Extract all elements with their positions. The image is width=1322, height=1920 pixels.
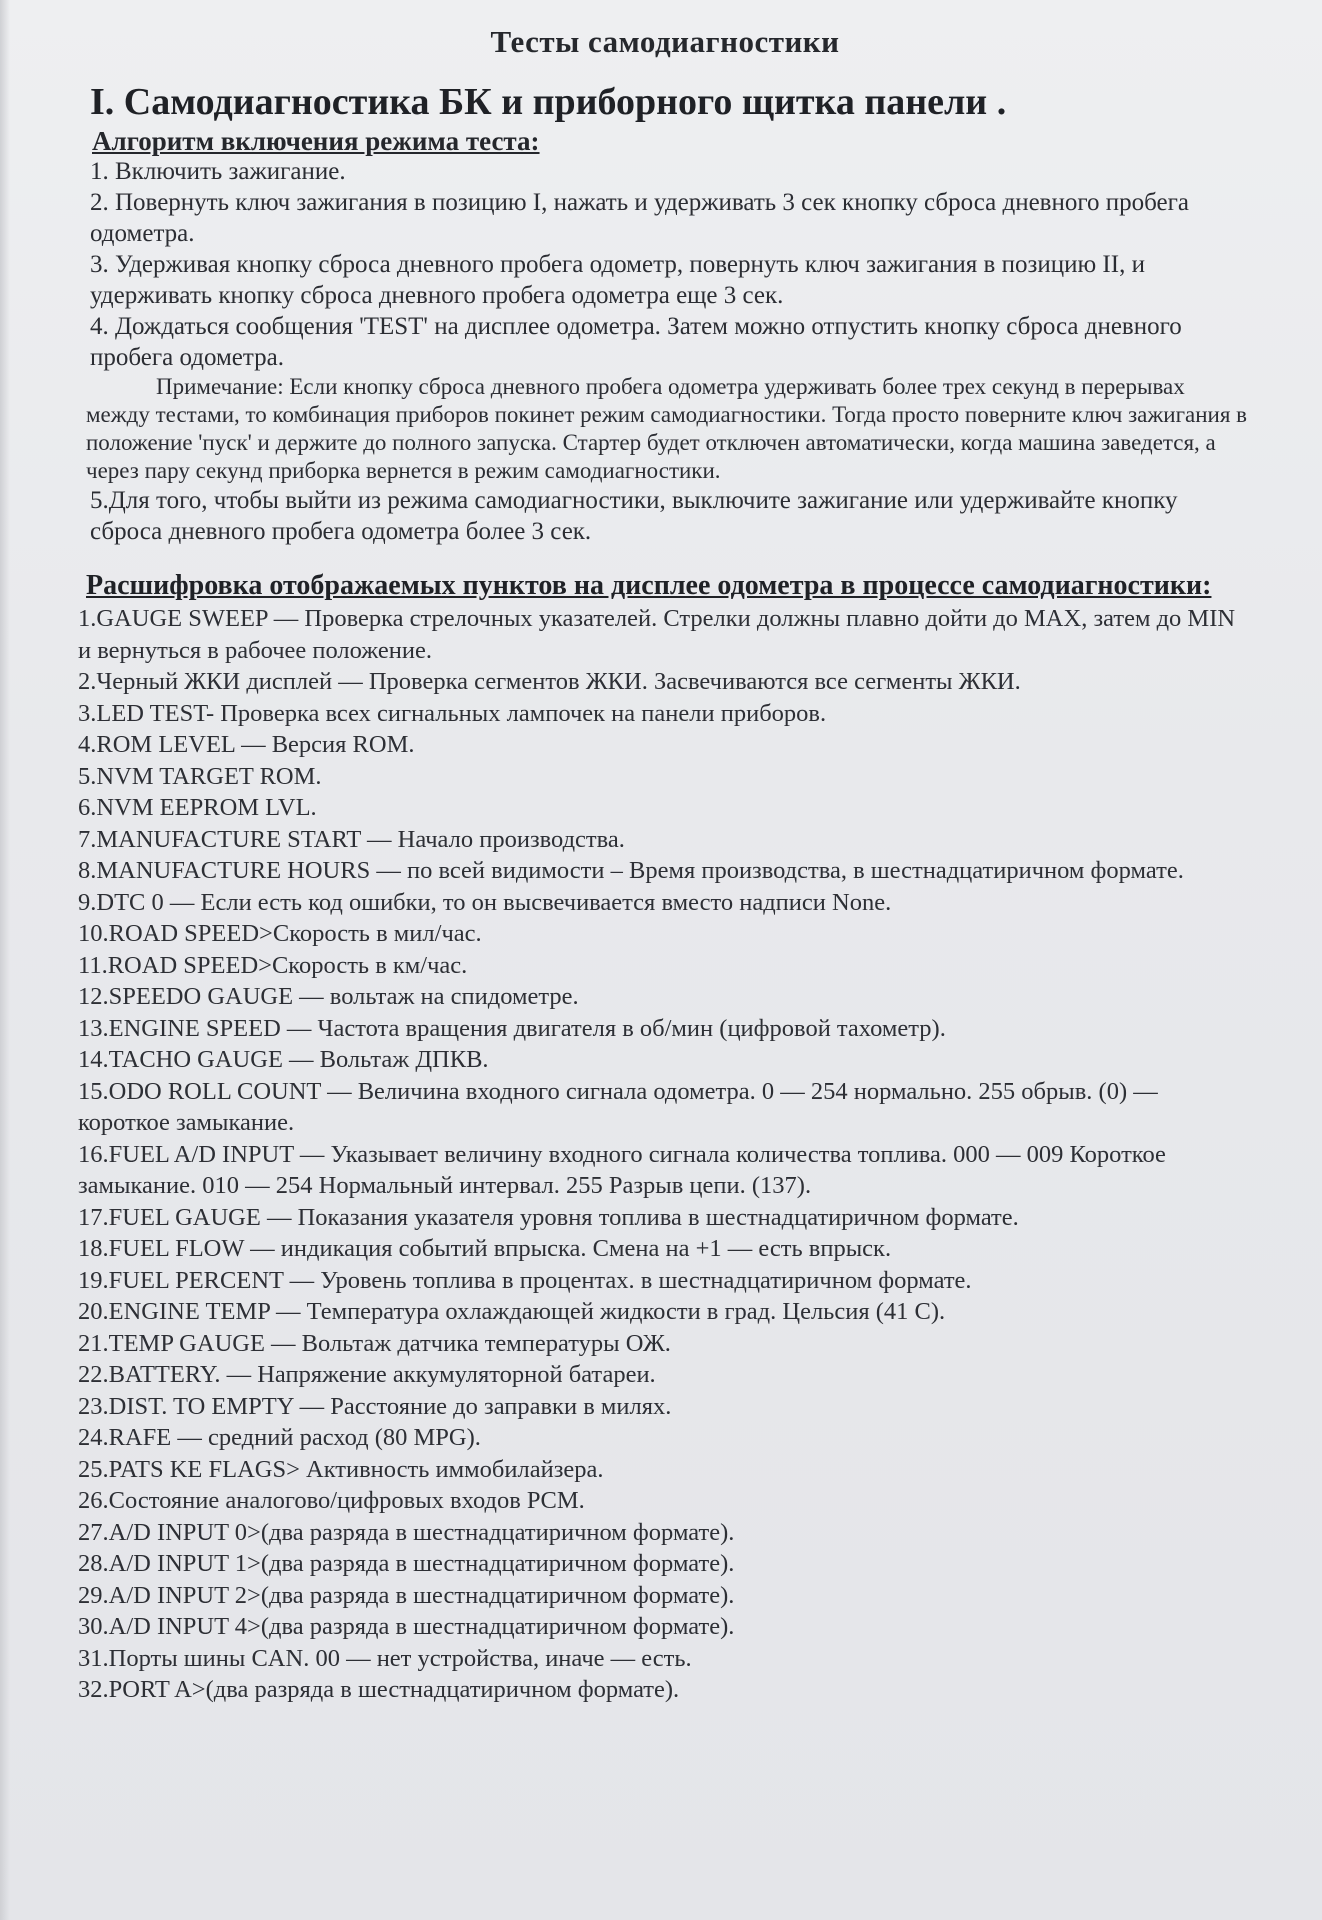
decode-item-15: 15.ODO ROLL COUNT — Величина входного сигнала одометра. 0 — 254 нормально. 255 обрыв. (0) — короткое замыкание. (78, 1077, 1158, 1136)
decode-item-22: 22.BATTERY. — Напряжение аккумуляторной батареи. (78, 1361, 656, 1388)
decode-item-10: 10.ROAD SPEED>Скорость в мил/час. (78, 920, 482, 947)
note-paragraph: Примечание: Если кнопку сброса дневного пробега одометра удерживать более трех секунд в перерывах между тестами, то комбинация приборов покинет режим самодиагностики. Тогда просто поверните ключ зажигания в положение 'пуск' и держите до полного запуска. Стартер будет отключен автоматически, когда машина заведется, а через пару секунд приборка вернется в режим самодиагностики. (86, 374, 1248, 483)
decode-item-4: 4.ROM LEVEL — Версия ROM. (78, 731, 415, 758)
decode-item-8: 8.MANUFACTURE HOURS — по всей видимости – Время производства, в шестнадцатиричном формате. (78, 857, 1184, 884)
step-3: 3. Удерживая кнопку сброса дневного пробега одометр, повернуть ключ зажигания в позицию II, и удерживать кнопку сброса дневного пробега одометра еще 3 сек. (90, 251, 1145, 309)
decode-list (78, 603, 1252, 1706)
step-4: 4. Дождаться сообщения 'TEST' на дисплее одометра. Затем можно отпустить кнопку сброса дневного пробега одометра. (90, 313, 1182, 371)
decode-item-18: 18.FUEL FLOW — индикация событий впрыска. Смена на +1 — есть впрыск. (78, 1235, 892, 1262)
section2-title: Расшифровка отображаемых пунктов на дисплее одометра в процессе самодиагностики: (86, 570, 1212, 601)
decode-item-11: 11.ROAD SPEED>Скорость в км/час. (78, 951, 468, 979)
decode-item-5: 5.NVM TARGET ROM. (78, 762, 322, 790)
decode-item-17: 17.FUEL GAUGE — Показания указателя уровня топлива в шестнадцатиричном формате. (78, 1203, 1019, 1231)
decode-item-31: 31.Порты шины CAN. 00 — нет устройства, иначе — есть. (78, 1644, 692, 1672)
step-2: 2. Повернуть ключ зажигания в позицию I, нажать и удерживать 3 сек кнопку сброса дневного пробега одометра. (90, 189, 1189, 247)
decode-item-28: 28.A/D INPUT 1>(два разряда в шестнадцатиричном формате). (78, 1550, 735, 1577)
decode-item-27: 27.A/D INPUT 0>(два разряда в шестнадцатиричном формате). (78, 1518, 735, 1546)
decode-item-26: 26.Состояние аналогово/цифровых входов PCM. (78, 1487, 585, 1514)
decode-item-19: 19.FUEL PERCENT — Уровень топлива в процентах. в шестнадцатиричном формате. (78, 1266, 972, 1294)
exit-step: 5.Для того, чтобы выйти из режима самодиагностики, выключите зажигание или удерживайте кнопку сброса дневного пробега одометра более 3 сек. (90, 487, 1178, 545)
decode-item-13: 13.ENGINE SPEED — Частота вращения двигателя в об/мин (цифровой тахометр). (78, 1014, 946, 1042)
decode-item-2: 2.Черный ЖКИ дисплей — Проверка сегментов ЖКИ. Засвечиваются все сегменты ЖКИ. (78, 668, 1021, 695)
paper-edge-shadow (0, 0, 10, 1920)
decode-item-32: 32.PORT A>(два разряда в шестнадцатиричном формате). (78, 1676, 680, 1703)
section1-title: I. Самодиагностика БК и приборного щитка панели . (90, 81, 1007, 123)
decode-item-6: 6.NVM EEPROM LVL. (78, 794, 317, 821)
decode-item-23: 23.DIST. TO EMPTY — Расстояние до заправки в милях. (78, 1392, 672, 1420)
decode-item-14: 14.TACHO GAUGE — Вольтаж ДПКВ. (78, 1046, 489, 1073)
decode-item-12: 12.SPEEDO GAUGE — вольтаж на спидометре. (78, 983, 579, 1010)
decode-item-9: 9.DTC 0 — Если есть код ошибки, то он высвечивается вместо надписи None. (78, 888, 892, 916)
decode-item-20: 20.ENGINE TEMP — Температура охлаждающей жидкости в град. Цельсия (41 С). (78, 1298, 946, 1325)
decode-item-1: 1.GAUGE SWEEP — Проверка стрелочных указателей. Стрелки должны плавно дойти до MAX, затем до MIN и вернуться в рабочее положение. (78, 605, 1236, 664)
decode-item-16: 16.FUEL A/D INPUT — Указывает величину входного сигнала количества топлива. 000 — 009 Короткое замыкание. 010 — 254 Нормальный интервал. 255 Разрыв цепи. (137). (78, 1140, 1166, 1199)
decode-item-21: 21.TEMP GAUGE — Вольтаж датчика температуры ОЖ. (78, 1329, 671, 1357)
decode-item-24: 24.RAFE — средний расход (80 MPG). (78, 1424, 481, 1451)
decode-item-29: 29.A/D INPUT 2>(два разряда в шестнадцатиричном формате). (78, 1581, 735, 1609)
decode-item-30: 30.A/D INPUT 4>(два разряда в шестнадцатиричном формате). (78, 1613, 735, 1640)
algorithm-steps (78, 156, 1252, 373)
decode-item-25: 25.PATS KE FLAGS> Активность иммобилайзера. (78, 1455, 604, 1483)
step-1: 1. Включить зажигание. (90, 158, 346, 185)
document-title: Тесты самодиагностики (490, 24, 840, 59)
decode-item-7: 7.MANUFACTURE START — Начало производства. (78, 825, 625, 853)
algorithm-heading: Алгоритм включения режима теста: (92, 126, 540, 156)
decode-item-3: 3.LED TEST- Проверка всех сигнальных лампочек на панели приборов. (78, 699, 827, 727)
